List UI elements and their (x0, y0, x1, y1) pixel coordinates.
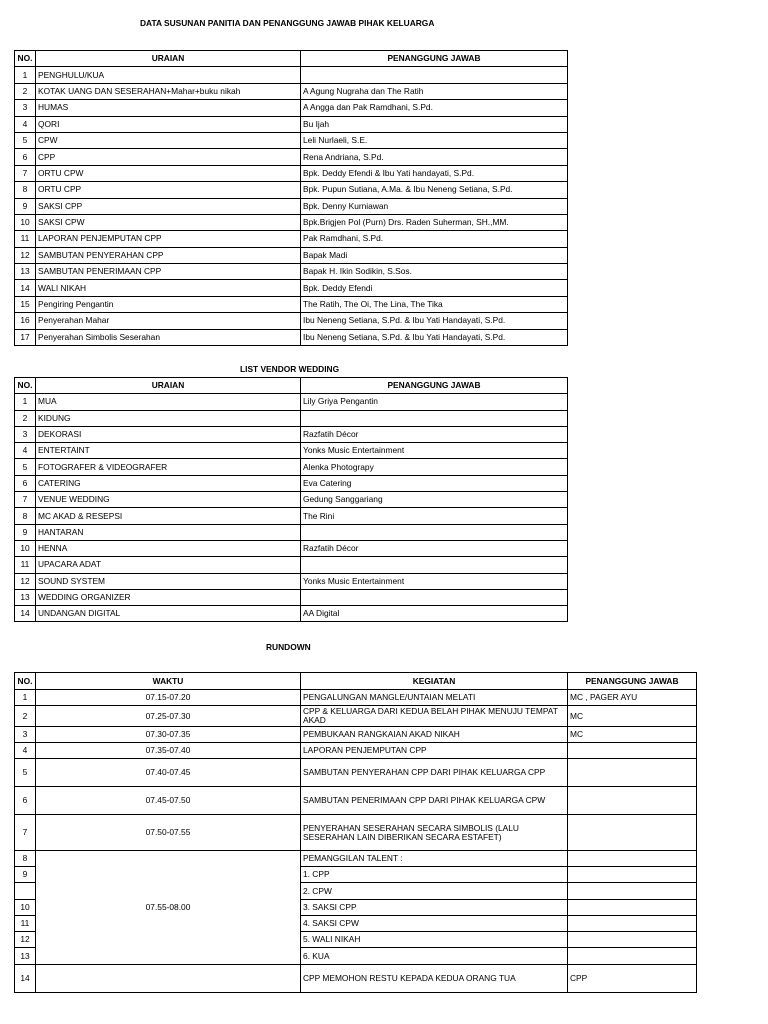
rundown-title: RUNDOWN (266, 642, 311, 652)
table-row (15, 296, 568, 312)
row-no: 10 (15, 540, 36, 556)
row-uraian: WEDDING ORGANIZER (36, 589, 301, 605)
table-row (15, 965, 697, 993)
header-pj: PENANGGUNG JAWAB (568, 673, 697, 690)
row-waktu: 07.25-07.30 (36, 706, 301, 727)
row-uraian: VENUE WEDDING (36, 492, 301, 508)
row-uraian: WALI NIKAH (36, 280, 301, 296)
row-pj: Gedung Sanggariang (301, 492, 568, 508)
row-no: 13 (15, 264, 36, 280)
row-kegiatan: 6. KUA (301, 948, 568, 965)
row-no: 8 (15, 508, 36, 524)
row-uraian: CATERING (36, 475, 301, 491)
row-no: 7 (15, 815, 36, 851)
row-uraian: Penyerahan Mahar (36, 313, 301, 329)
rundown-table (14, 672, 697, 993)
row-uraian: MUA (36, 394, 301, 410)
row-no: 3 (15, 100, 36, 116)
table-row (15, 214, 568, 230)
table-row (15, 727, 697, 743)
table-header-row (15, 51, 568, 67)
row-no: 3 (15, 426, 36, 442)
row-pj: A Angga dan Pak Ramdhani, S.Pd. (301, 100, 568, 116)
row-no: 6 (15, 475, 36, 491)
row-kegiatan: 2. CPW (301, 883, 568, 900)
table-row (15, 851, 697, 867)
row-no: 11 (15, 916, 36, 932)
table-row (15, 247, 568, 263)
row-pj: Bpk. Pupun Sutiana, A.Ma. & Ibu Neneng Setiana, S.Pd. (301, 182, 568, 198)
row-uraian: SOUND SYSTEM (36, 573, 301, 589)
row-pj: Lily Griya Pengantin (301, 394, 568, 410)
table-row (15, 606, 568, 622)
row-waktu (36, 965, 301, 993)
row-no: 13 (15, 948, 36, 965)
row-pj (568, 815, 697, 851)
row-no: 1 (15, 690, 36, 706)
row-no: 8 (15, 851, 36, 867)
row-no: 8 (15, 182, 36, 198)
row-waktu: 07.45-07.50 (36, 787, 301, 815)
row-no: 7 (15, 165, 36, 181)
row-pj (568, 867, 697, 883)
row-uraian: DEKORASI (36, 426, 301, 442)
table-row (15, 589, 568, 605)
row-no: 9 (15, 198, 36, 214)
row-pj: Bpk. Deddy Efendi (301, 280, 568, 296)
table-row (15, 280, 568, 296)
table-row (15, 410, 568, 426)
row-uraian: ORTU CPW (36, 165, 301, 181)
row-no: 10 (15, 214, 36, 230)
table-row (15, 759, 697, 787)
row-kegiatan: PENGALUNGAN MANGLE/UNTAIAN MELATI (301, 690, 568, 706)
row-pj (568, 851, 697, 867)
row-waktu: 07.30-07.35 (36, 727, 301, 743)
row-no: 1 (15, 394, 36, 410)
row-no: 4 (15, 116, 36, 132)
table-row (15, 100, 568, 116)
row-kegiatan: 1. CPP (301, 867, 568, 883)
row-pj: The Rini (301, 508, 568, 524)
row-kegiatan: PENYERAHAN SESERAHAN SECARA SIMBOLIS (LALU SESERAHAN LAIN DIBERIKAN SECARA ESTAFET) (301, 815, 568, 851)
row-uraian: QORI (36, 116, 301, 132)
row-pj: Razfatih Décor (301, 426, 568, 442)
row-kegiatan: LAPORAN PENJEMPUTAN CPP (301, 743, 568, 759)
table-row (15, 116, 568, 132)
row-waktu: 07.15-07.20 (36, 690, 301, 706)
row-kegiatan: PEMBUKAAN RANGKAIAN AKAD NIKAH (301, 727, 568, 743)
row-no: 17 (15, 329, 36, 345)
header-kegiatan: KEGIATAN (301, 673, 568, 690)
row-pj (301, 410, 568, 426)
row-kegiatan: 3. SAKSI CPP (301, 900, 568, 916)
vendor-title: LIST VENDOR WEDDING (240, 364, 340, 374)
row-pj: Rena Andriana, S.Pd. (301, 149, 568, 165)
row-no: 5 (15, 132, 36, 148)
row-kegiatan: SAMBUTAN PENERIMAAN CPP DARI PIHAK KELUARGA CPW (301, 787, 568, 815)
row-uraian: KIDUNG (36, 410, 301, 426)
row-pj: Bpk.Brigjen Pol (Purn) Drs. Raden Suherman, SH.,MM. (301, 214, 568, 230)
row-no (15, 883, 36, 900)
table-row (15, 149, 568, 165)
table-row (15, 787, 697, 815)
row-no: 11 (15, 557, 36, 573)
row-no: 4 (15, 443, 36, 459)
row-pj: MC (568, 706, 697, 727)
row-pj (568, 883, 697, 900)
row-no: 9 (15, 524, 36, 540)
row-uraian: SAMBUTAN PENERIMAAN CPP (36, 264, 301, 280)
table-row (15, 165, 568, 181)
row-no: 7 (15, 492, 36, 508)
row-no: 1 (15, 67, 36, 83)
row-pj: Eva Catering (301, 475, 568, 491)
panitia-table (14, 50, 568, 346)
table-row (15, 198, 568, 214)
row-uraian: SAKSI CPW (36, 214, 301, 230)
row-uraian: CPP (36, 149, 301, 165)
row-pj: Razfatih Décor (301, 540, 568, 556)
row-pj: A Agung Nugraha dan The Ratih (301, 83, 568, 99)
row-pj (301, 524, 568, 540)
row-kegiatan: CPP MEMOHON RESTU KEPADA KEDUA ORANG TUA (301, 965, 568, 993)
row-no: 5 (15, 759, 36, 787)
row-uraian: Penyerahan Simbolis Seserahan (36, 329, 301, 345)
row-pj: Bapak H. Ikin Sodikin, S.Sos. (301, 264, 568, 280)
row-uraian: UNDANGAN DIGITAL (36, 606, 301, 622)
table-row (15, 132, 568, 148)
row-pj (301, 67, 568, 83)
row-uraian: Pengiring Pengantin (36, 296, 301, 312)
row-uraian: CPW (36, 132, 301, 148)
row-uraian: KOTAK UANG DAN SESERAHAN+Mahar+buku nikah (36, 83, 301, 99)
row-waktu-merged: 07.55-08.00 (36, 851, 301, 965)
table-row (15, 492, 568, 508)
table-row (15, 394, 568, 410)
table-row (15, 524, 568, 540)
row-pj: Bpk. Denny Kurniawan (301, 198, 568, 214)
row-waktu: 07.50-07.55 (36, 815, 301, 851)
row-no: 13 (15, 589, 36, 605)
row-no: 6 (15, 787, 36, 815)
header-uraian: URAIAN (36, 51, 301, 67)
row-waktu: 07.40-07.45 (36, 759, 301, 787)
row-pj (568, 916, 697, 932)
table-row (15, 557, 568, 573)
row-pj: Leli Nurlaeli, S.E. (301, 132, 568, 148)
row-uraian: HENNA (36, 540, 301, 556)
row-no: 6 (15, 149, 36, 165)
row-no: 3 (15, 727, 36, 743)
row-no: 15 (15, 296, 36, 312)
row-pj: Bu Ijah (301, 116, 568, 132)
table-row (15, 313, 568, 329)
table-row (15, 706, 697, 727)
row-kegiatan: 5. WALI NIKAH (301, 932, 568, 948)
row-pj (568, 900, 697, 916)
table-row (15, 573, 568, 589)
row-pj: Pak Ramdhani, S.Pd. (301, 231, 568, 247)
row-no: 9 (15, 867, 36, 883)
vendor-table (14, 377, 568, 622)
table-row (15, 83, 568, 99)
header-no: NO. (15, 378, 36, 394)
row-no: 2 (15, 410, 36, 426)
row-kegiatan: 4. SAKSI CPW (301, 916, 568, 932)
table-row (15, 264, 568, 280)
table-row (15, 67, 568, 83)
row-uraian: ORTU CPP (36, 182, 301, 198)
row-uraian: SAMBUTAN PENYERAHAN CPP (36, 247, 301, 263)
row-uraian: LAPORAN PENJEMPUTAN CPP (36, 231, 301, 247)
row-uraian: SAKSI CPP (36, 198, 301, 214)
row-no: 16 (15, 313, 36, 329)
table-row (15, 459, 568, 475)
row-pj: Bapak Madi (301, 247, 568, 263)
row-no: 12 (15, 932, 36, 948)
row-pj (301, 589, 568, 605)
row-uraian: FOTOGRAFER & VIDEOGRAFER (36, 459, 301, 475)
row-no: 2 (15, 706, 36, 727)
row-pj: Bpk. Deddy Efendi & Ibu Yati handayati, S.Pd. (301, 165, 568, 181)
row-no: 14 (15, 280, 36, 296)
row-pj: MC , PAGER AYU (568, 690, 697, 706)
table-row (15, 475, 568, 491)
row-no: 2 (15, 83, 36, 99)
header-no: NO. (15, 673, 36, 690)
header-uraian: URAIAN (36, 378, 301, 394)
row-kegiatan: PEMANGGILAN TALENT : (301, 851, 568, 867)
row-pj: Yonks Music Entertainment (301, 573, 568, 589)
row-no: 10 (15, 900, 36, 916)
table-header-row (15, 378, 568, 394)
table-row (15, 508, 568, 524)
table-row (15, 690, 697, 706)
row-pj: CPP (568, 965, 697, 993)
table-row (15, 182, 568, 198)
row-no: 14 (15, 606, 36, 622)
row-pj: Ibu Neneng Setiana, S.Pd. & Ibu Yati Handayati, S.Pd. (301, 329, 568, 345)
row-kegiatan: SAMBUTAN PENYERAHAN CPP DARI PIHAK KELUARGA CPP (301, 759, 568, 787)
header-pj: PENANGGUNG JAWAB (301, 378, 568, 394)
row-pj (568, 759, 697, 787)
row-pj (301, 557, 568, 573)
row-no: 4 (15, 743, 36, 759)
row-pj (568, 787, 697, 815)
row-no: 14 (15, 965, 36, 993)
row-no: 5 (15, 459, 36, 475)
row-pj (568, 743, 697, 759)
row-pj: Ibu Neneng Setiana, S.Pd. & Ibu Yati Handayati, S.Pd. (301, 313, 568, 329)
table-header-row (15, 673, 697, 690)
row-pj: Alenka Photograpy (301, 459, 568, 475)
row-pj: MC (568, 727, 697, 743)
row-no: 11 (15, 231, 36, 247)
row-no: 12 (15, 573, 36, 589)
row-kegiatan: CPP & KELUARGA DARI KEDUA BELAH PIHAK MENUJU TEMPAT AKAD (301, 706, 568, 727)
header-pj: PENANGGUNG JAWAB (301, 51, 568, 67)
row-pj (568, 932, 697, 948)
row-uraian: HUMAS (36, 100, 301, 116)
row-pj: AA Digital (301, 606, 568, 622)
table-row (15, 426, 568, 442)
table-row (15, 443, 568, 459)
table-row (15, 231, 568, 247)
row-pj: The Ratih, The Oi, The Lina, The Tika (301, 296, 568, 312)
header-waktu: WAKTU (36, 673, 301, 690)
row-uraian: HANTARAN (36, 524, 301, 540)
row-pj: Yonks Music Entertainment (301, 443, 568, 459)
row-no: 12 (15, 247, 36, 263)
table-row (15, 540, 568, 556)
header-no: NO. (15, 51, 36, 67)
panitia-title: DATA SUSUNAN PANITIA DAN PENANGGUNG JAWAB PIHAK KELUARGA (140, 18, 435, 28)
table-row (15, 743, 697, 759)
row-uraian: ENTERTAINT (36, 443, 301, 459)
row-uraian: MC AKAD & RESEPSI (36, 508, 301, 524)
row-pj (568, 948, 697, 965)
row-uraian: PENGHULU/KUA (36, 67, 301, 83)
row-waktu: 07.35-07.40 (36, 743, 301, 759)
row-uraian: UPACARA ADAT (36, 557, 301, 573)
table-row (15, 815, 697, 851)
table-row (15, 329, 568, 345)
